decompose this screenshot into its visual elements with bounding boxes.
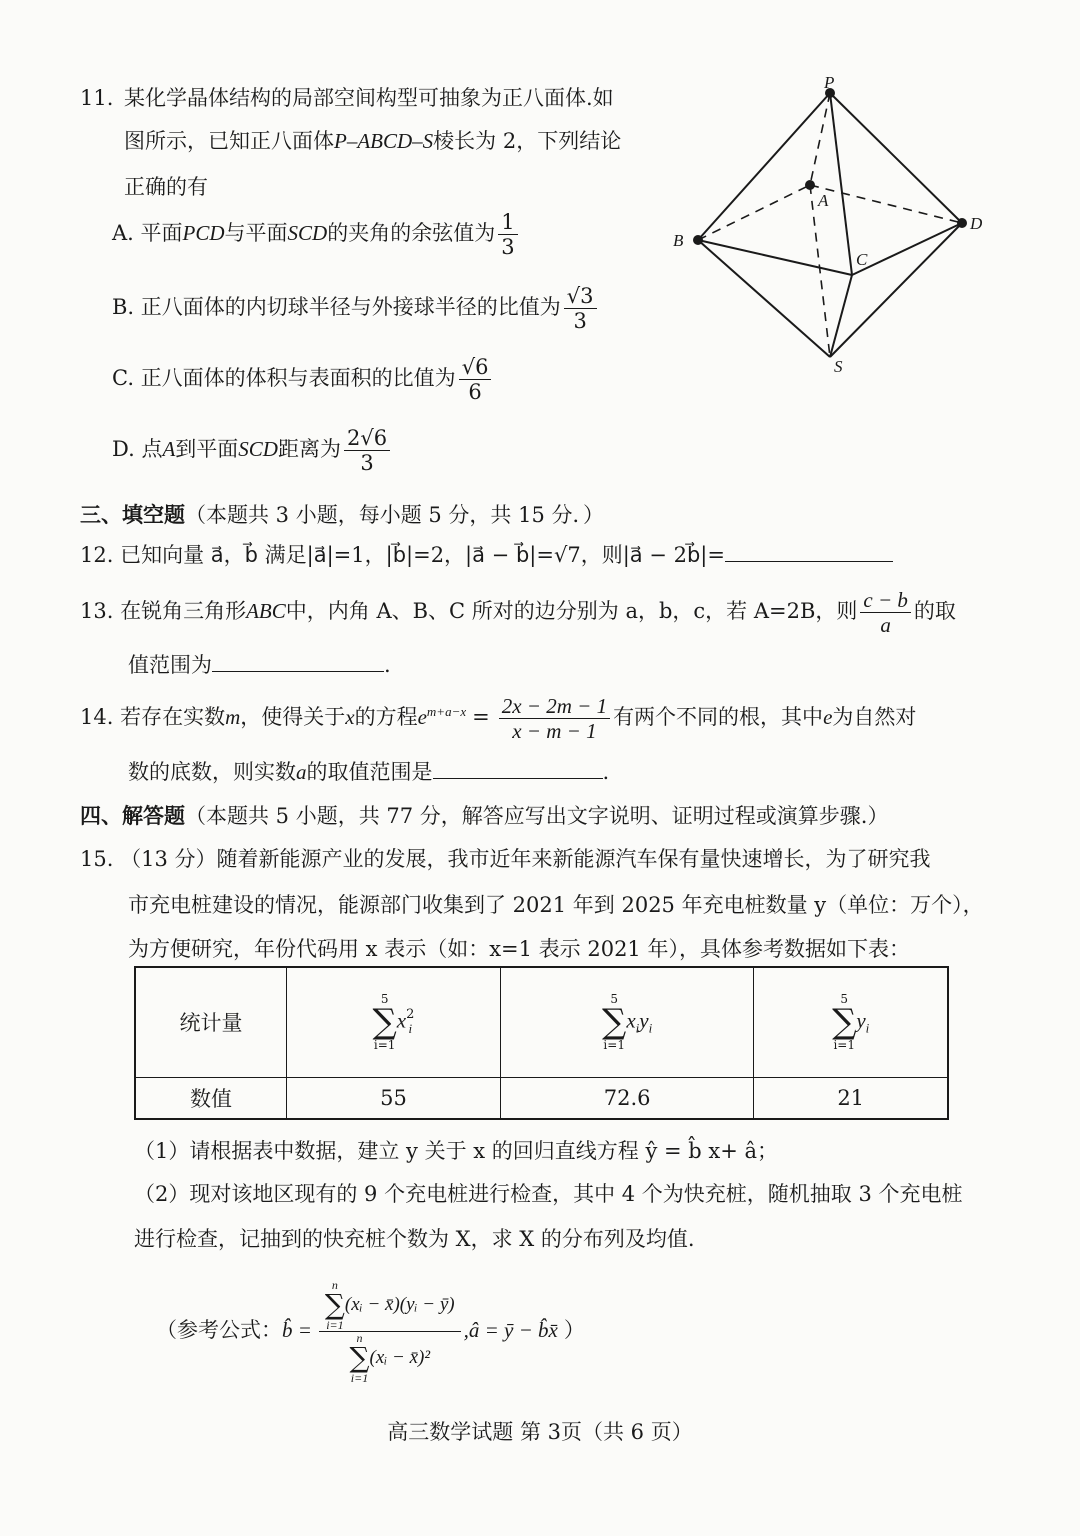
summation-sign bbox=[325, 1279, 345, 1331]
section3-heading bbox=[80, 502, 604, 528]
q15-part1: （1）请根据表中数据，建立 y 关于 x 的回归直线方程 ŷ = b̂ x+ â； bbox=[134, 1139, 779, 1163]
q11-option-a bbox=[112, 210, 521, 259]
subscript: i bbox=[865, 1020, 870, 1036]
vertex-b-dot bbox=[693, 235, 703, 245]
stats-table bbox=[134, 966, 949, 1120]
fraction-numerator: c − b bbox=[860, 588, 911, 613]
q13-line2-text: 值范围为 bbox=[128, 653, 212, 677]
table-row bbox=[135, 1077, 948, 1119]
octahedron-figure bbox=[660, 75, 1000, 385]
q11-number: 11. bbox=[80, 86, 114, 110]
q14-fraction bbox=[499, 694, 610, 743]
summation-sign bbox=[350, 1332, 370, 1384]
q13-text: 中，内角 A、B、C 所对的边分别为 a，b，c，若 A=2B，则 bbox=[285, 599, 858, 624]
option-b-label: B. bbox=[112, 295, 135, 320]
option-d-text: 点 bbox=[141, 437, 163, 462]
table-row bbox=[135, 967, 948, 1077]
edge-bs bbox=[698, 240, 830, 357]
label-a: A bbox=[818, 191, 829, 210]
fraction-numerator: 2√6 bbox=[344, 426, 390, 451]
q14-period: . bbox=[602, 760, 610, 784]
q11-stem-line2 bbox=[124, 129, 621, 154]
fraction-denominator: x − m − 1 bbox=[512, 719, 597, 744]
q15-line1 bbox=[80, 847, 931, 872]
label-p: P bbox=[824, 75, 835, 92]
exp-base: e bbox=[417, 705, 427, 730]
table-cell: 21 bbox=[754, 1077, 948, 1119]
var-x: x bbox=[345, 705, 355, 730]
section4-heading bbox=[80, 803, 888, 829]
option-a-text: 平面 bbox=[140, 221, 183, 246]
q14-line2 bbox=[128, 758, 609, 785]
q11-option-b bbox=[112, 284, 600, 333]
table-cell: 72.6 bbox=[500, 1077, 753, 1119]
q14-line2-text: 数的底数，则实数 bbox=[128, 760, 296, 784]
edge-ds bbox=[830, 223, 962, 357]
q11-stem-line3: 正确的有 bbox=[124, 175, 208, 199]
sum-lower-limit: i=1 bbox=[603, 1038, 625, 1053]
summation-sign bbox=[832, 993, 856, 1051]
q11-line2-a: 图所示，已知正八面体 bbox=[124, 129, 334, 153]
q14-text: ，使得关于 bbox=[240, 705, 346, 730]
table-header-sum-x-squared bbox=[287, 967, 501, 1077]
option-c-label: C. bbox=[112, 366, 134, 391]
sum-lower-limit: i=1 bbox=[373, 1038, 396, 1053]
q13-period: . bbox=[384, 653, 391, 677]
fraction-denominator: a bbox=[880, 613, 891, 638]
option-a-label: A. bbox=[112, 221, 134, 246]
var-m: m bbox=[225, 705, 241, 730]
q15-number: 15. bbox=[80, 847, 114, 871]
option-a-text: 的夹角的余弦值为 bbox=[327, 221, 496, 246]
q15-stem-line1: （13 分）随着新能源产业的发展，我市近年来新能源汽车保有量快速增长，为了研究我 bbox=[120, 847, 931, 871]
q11-option-d bbox=[112, 426, 393, 475]
q11-option-c bbox=[112, 355, 494, 404]
sup-sub bbox=[406, 1008, 414, 1037]
hidden-edge-pa bbox=[810, 93, 830, 185]
var-e: e bbox=[823, 705, 833, 730]
label-b: B bbox=[673, 231, 684, 250]
denominator-expression: (xᵢ − x̄)² bbox=[369, 1346, 431, 1368]
table-row-label: 数值 bbox=[135, 1077, 287, 1119]
q14 bbox=[80, 694, 916, 743]
vertex-a-dot bbox=[805, 180, 815, 190]
section4-title: 四、解答题 bbox=[80, 803, 185, 828]
term-x: x bbox=[626, 1008, 636, 1033]
section4-note: （本题共 5 小题，共 77 分，解答应写出文字说明、证明过程或演算步骤.） bbox=[185, 804, 889, 828]
fraction-denominator: 3 bbox=[573, 309, 587, 334]
summation-sign bbox=[373, 993, 397, 1051]
sum-upper-limit: 5 bbox=[380, 992, 389, 1007]
formula-b-hat: b̂ = bbox=[282, 1318, 312, 1343]
plane-pcd: PCD bbox=[182, 221, 225, 246]
q14-text: 的方程 bbox=[354, 705, 418, 730]
fraction-numerator: 2x − 2m − 1 bbox=[499, 694, 610, 719]
q15-stem-line2: 市充电桩建设的情况，能源部门收集到了 2021 年到 2025 年充电桩数量 y（单位：万个）， bbox=[128, 893, 984, 917]
edge-cd bbox=[852, 223, 962, 275]
plane-scd: SCD bbox=[238, 437, 278, 462]
section3-note: （本题共 3 小题，每小题 5 分，共 15 分．） bbox=[185, 503, 604, 527]
fraction-denominator: 3 bbox=[501, 235, 515, 260]
label-d: D bbox=[970, 214, 983, 233]
sum-upper-limit: 5 bbox=[610, 992, 618, 1007]
option-a-text: 与平面 bbox=[224, 221, 288, 246]
var-a: a bbox=[296, 760, 307, 784]
option-a-fraction bbox=[498, 210, 517, 259]
table-row-label: 统计量 bbox=[135, 967, 287, 1077]
q13-fraction bbox=[860, 588, 911, 637]
q15-part2-line2: 进行检查，记抽到的快充桩个数为 X，求 X 的分布列及均值. bbox=[134, 1227, 695, 1251]
table-header-sum-y bbox=[754, 967, 948, 1077]
sigma-symbol: ∑ bbox=[324, 1287, 345, 1321]
superscript: 2 bbox=[406, 1006, 415, 1022]
point-a: A bbox=[162, 437, 176, 462]
edge-pb bbox=[698, 93, 830, 240]
q13-answer-blank[interactable] bbox=[212, 651, 384, 672]
fraction-numerator: √6 bbox=[459, 355, 492, 380]
subscript: i bbox=[635, 1020, 640, 1036]
q15-stem-line3: 为方便研究，年份代码用 x 表示（如：x=1 表示 2021 年），具体参考数据如下表： bbox=[128, 937, 910, 961]
option-d-label: D. bbox=[112, 437, 135, 462]
q13-text: 的取 bbox=[913, 599, 956, 624]
term-y: y bbox=[856, 1008, 866, 1033]
q14-number: 14. bbox=[80, 705, 114, 730]
numerator-expression: (xᵢ − x̄)(yᵢ − ȳ) bbox=[344, 1293, 455, 1315]
sum-upper-limit: 5 bbox=[840, 992, 849, 1007]
summation-sign bbox=[602, 993, 626, 1051]
table-cell: 55 bbox=[287, 1077, 501, 1119]
hidden-edge-ba bbox=[698, 185, 810, 240]
q12-number: 12. bbox=[80, 543, 114, 567]
sigma-symbol: ∑ bbox=[372, 1002, 397, 1043]
q14-answer-blank[interactable] bbox=[433, 758, 603, 779]
sigma-symbol: ∑ bbox=[832, 1002, 857, 1043]
formula-a-hat: ,â = ȳ − b̂x̄ bbox=[463, 1318, 558, 1343]
q13 bbox=[80, 588, 956, 637]
option-d-fraction bbox=[344, 426, 390, 475]
q14-text: 为自然对 bbox=[832, 705, 917, 730]
option-c-text: 正八面体的体积与表面积的比值为 bbox=[140, 366, 456, 391]
equals-sign: = bbox=[472, 705, 490, 730]
q12-answer-blank[interactable] bbox=[725, 541, 893, 562]
formula-prefix: （参考公式： bbox=[156, 1318, 282, 1343]
sum-lower-limit: i=1 bbox=[350, 1370, 369, 1385]
hidden-edge-as bbox=[810, 185, 830, 357]
option-b-text: 正八面体的内切球半径与外接球半径的比值为 bbox=[140, 295, 561, 320]
q14-line2-text: 的取值范围是 bbox=[306, 760, 433, 784]
edge-pd bbox=[830, 93, 962, 223]
sum-upper-limit: n bbox=[331, 1277, 338, 1292]
edge-pc bbox=[830, 93, 852, 275]
q12-text: 已知向量 a⃗，b⃗ 满足|a⃗|=1，|b⃗|=2，|a⃗ − b⃗|=√7，则|a⃗ − 2b⃗|= bbox=[120, 543, 725, 567]
term-x: x bbox=[396, 1008, 407, 1033]
q12 bbox=[80, 541, 893, 568]
hidden-edge-ad bbox=[810, 185, 962, 223]
term-y: y bbox=[639, 1008, 649, 1033]
q14-text: 若存在实数 bbox=[120, 705, 226, 730]
subscript: i bbox=[408, 1021, 413, 1037]
option-b-fraction bbox=[564, 284, 597, 333]
exp-power: m+a−x bbox=[426, 704, 467, 720]
label-c: C bbox=[856, 250, 868, 269]
page-footer: 高三数学试题 第 3页（共 6 页） bbox=[387, 1420, 693, 1444]
q11-stem-line1: 某化学晶体结构的局部空间构型可抽象为正八面体.如 bbox=[124, 86, 614, 110]
option-d-text: 到平面 bbox=[175, 437, 239, 462]
fraction-denominator: 6 bbox=[468, 380, 482, 405]
formula-denominator bbox=[344, 1332, 437, 1384]
option-d-text: 距离为 bbox=[277, 437, 341, 462]
option-c-fraction bbox=[459, 355, 492, 404]
sum-upper-limit: n bbox=[356, 1330, 363, 1345]
q11-line2-c: 棱长为 2，下列结论 bbox=[433, 129, 622, 153]
q15-part2-line1: （2）现对该地区现有的 9 个充电桩进行检查，其中 4 个为快充桩，随机抽取 3 个充电桩 bbox=[134, 1182, 963, 1206]
formula-fraction bbox=[319, 1279, 461, 1384]
q13-text: 在锐角三角形 bbox=[120, 599, 247, 624]
sigma-symbol: ∑ bbox=[602, 1002, 627, 1043]
table-header-sum-xy bbox=[500, 967, 753, 1077]
section3-title: 三、填空题 bbox=[80, 502, 185, 527]
fraction-denominator: 3 bbox=[360, 451, 374, 476]
fraction-numerator: 1 bbox=[498, 210, 517, 235]
vertex-d-dot bbox=[957, 218, 967, 228]
formula-suffix: ） bbox=[563, 1318, 585, 1343]
label-s: S bbox=[834, 357, 843, 376]
q11-octahedron-name: P–ABCD–S bbox=[334, 129, 434, 153]
subscript: i bbox=[648, 1020, 653, 1036]
plane-scd: SCD bbox=[287, 221, 328, 246]
triangle-abc: ABC bbox=[246, 599, 286, 624]
edge-bc bbox=[698, 240, 852, 275]
formula-numerator bbox=[319, 1279, 461, 1332]
q13-line2 bbox=[128, 651, 391, 678]
q13-number: 13. bbox=[80, 599, 114, 624]
sigma-symbol: ∑ bbox=[349, 1340, 370, 1374]
q14-text: 有两个不同的根，其中 bbox=[613, 705, 824, 730]
sum-lower-limit: i=1 bbox=[833, 1038, 855, 1053]
sum-lower-limit: i=1 bbox=[326, 1317, 344, 1332]
reference-formula bbox=[156, 1266, 585, 1396]
fraction-numerator: √3 bbox=[564, 284, 597, 309]
